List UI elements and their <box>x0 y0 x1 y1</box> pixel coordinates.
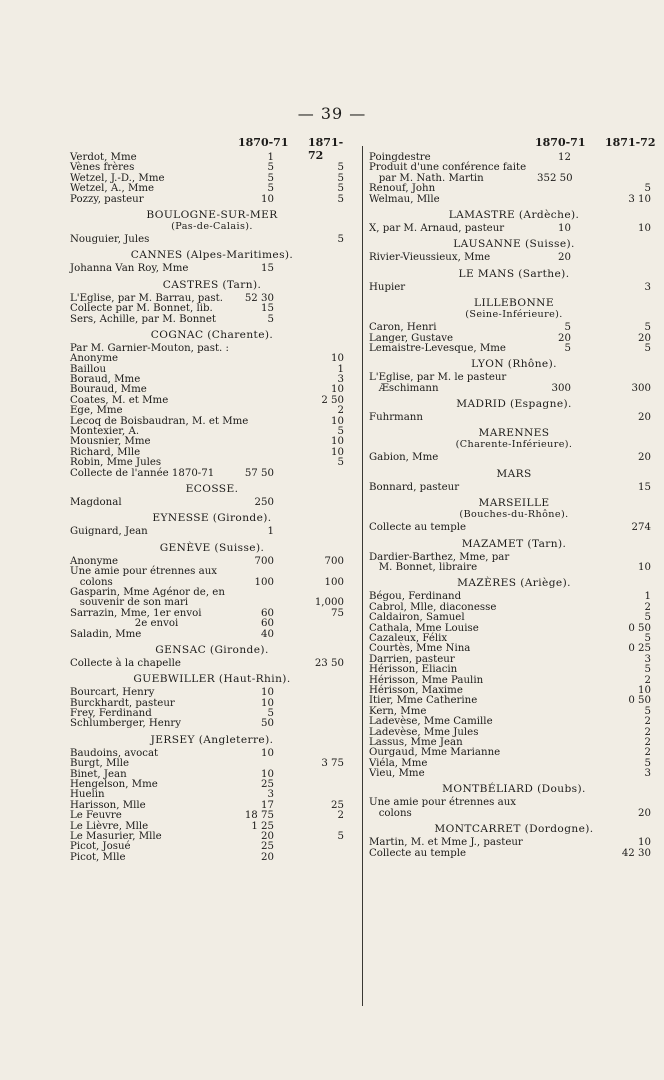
donor-name: Caldairon, Samuel <box>369 612 465 624</box>
donor-name: Coates, M. et Mme <box>70 394 169 406</box>
section-heading-text: MONTCARRET (Dordogne). <box>434 823 594 836</box>
donation-row <box>70 719 354 729</box>
section-heading <box>369 539 659 550</box>
section-heading <box>369 359 659 370</box>
section-heading-text: LILLEBONNE <box>474 297 554 310</box>
donor-name: Bourcart, Henry <box>70 687 155 699</box>
donor-name: Baillou <box>70 363 107 375</box>
amount-1871-72: 3 <box>644 281 651 293</box>
donor-name: L'Eglise, par M. le pasteur <box>369 372 507 384</box>
amount-1871-72: 1 <box>644 591 651 603</box>
donor-name: Vieu, Mme <box>369 768 425 780</box>
donor-name: Collecte au temple <box>369 522 467 534</box>
amount-1871-72: 3 <box>337 374 344 386</box>
amount-1870-71: 20 <box>558 252 571 264</box>
amount-1870-71: 17 <box>261 799 274 811</box>
amount-1871-72: 5 <box>337 162 344 174</box>
section-heading <box>70 250 354 261</box>
section-heading <box>70 484 354 495</box>
amount-1870-71: 15 <box>261 263 274 275</box>
amount-1870-71: 5 <box>267 172 274 184</box>
donor-name: Ourgaud, Mme Marianne <box>369 747 501 759</box>
year-header-1870-71: 1870-71 <box>238 136 289 149</box>
donor-name: Viéla, Mme <box>369 757 428 769</box>
donor-name: Hérisson, Eliacin <box>369 664 458 676</box>
donor-name: Pozzy, pasteur <box>70 193 144 205</box>
section-heading <box>70 645 354 656</box>
section-heading <box>70 543 354 554</box>
amount-1871-72: 25 <box>331 799 344 811</box>
amount-1871-72: 5 <box>644 342 651 354</box>
donor-name: Ege, Mme <box>70 405 123 417</box>
amount-1871-72: 23 50 <box>314 657 344 669</box>
section-heading <box>369 784 659 795</box>
donation-row <box>369 253 659 263</box>
section-heading-text: EYNESSE (Gironde). <box>152 512 272 525</box>
donor-name: Le Feuvre <box>70 810 122 822</box>
amount-1871-72: 42 30 <box>621 847 651 859</box>
amount-1871-72: 5 <box>644 322 651 334</box>
section-heading <box>70 280 354 291</box>
donor-name: Magdonal <box>70 496 122 508</box>
section-heading-text: BOULOGNE-SUR-MER <box>146 208 278 221</box>
donation-row <box>70 630 354 640</box>
donor-name: Mousnier, Mme <box>70 436 151 448</box>
section-heading <box>369 399 659 410</box>
donor-name: Une amie pour étrennes aux <box>70 566 218 578</box>
amount-1870-71: 5 <box>267 162 274 174</box>
section-heading <box>369 269 659 280</box>
donor-name: Hérisson, Mme Paulin <box>369 674 484 686</box>
amount-1871-72: 10 <box>638 562 651 574</box>
amount-1871-72: 5 <box>337 457 344 469</box>
donor-name: Bégou, Ferdinand <box>369 591 462 603</box>
section-heading <box>369 498 659 520</box>
section-heading <box>70 513 354 524</box>
amount-1870-71: 5 <box>564 342 571 354</box>
section-heading <box>369 298 659 320</box>
amount-1870-71: 300 <box>551 382 571 394</box>
amount-1871-72: 1 <box>337 363 344 375</box>
left-column <box>70 136 354 863</box>
amount-1871-72: 2 <box>644 716 651 728</box>
donor-name: Saladin, Mme <box>70 628 142 640</box>
section-heading-sub: (Charente-Inférieure). <box>455 439 573 451</box>
left-column-body <box>70 153 354 863</box>
amount-1871-72: 10 <box>331 446 344 458</box>
donor-name: Collecte à la chapelle <box>70 657 181 669</box>
amount-1870-71: 10 <box>261 193 274 205</box>
donor-name: Æschimann <box>369 382 439 394</box>
section-heading-text: LAUSANNE (Suisse). <box>453 238 575 251</box>
donor-name: Vènes frères <box>70 162 135 174</box>
donor-name: Ladevèse, Mme Camille <box>369 716 493 728</box>
donor-name: colons <box>70 576 113 588</box>
amount-1870-71: 352 50 <box>537 172 573 184</box>
donation-row <box>369 384 659 394</box>
amount-1871-72: 20 <box>638 332 651 344</box>
donor-name: Dardier-Barthez, Mme, par <box>369 551 510 563</box>
donor-name: Produit d'une conférence faite <box>369 162 527 174</box>
donor-name: Kern, Mme <box>369 705 427 717</box>
amount-1871-72: 2 <box>644 747 651 759</box>
donor-name: Burckhardt, pasteur <box>70 697 175 709</box>
donor-name: par M. Nath. Martin <box>369 172 484 184</box>
donation-row <box>369 849 659 859</box>
section-heading-text: MAZÈRES (Ariège). <box>457 577 571 590</box>
donation-row <box>369 483 659 493</box>
amount-1871-72: 5 <box>644 705 651 717</box>
amount-1871-72: 0 25 <box>628 643 651 655</box>
amount-1871-72: 20 <box>638 412 651 424</box>
amount-1871-72: 2 <box>337 405 344 417</box>
donation-row <box>70 469 354 479</box>
amount-1871-72: 10 <box>331 415 344 427</box>
donation-row <box>70 527 354 537</box>
donor-name: Sarrazin, Mme, 1er envoi <box>70 607 202 619</box>
amount-1870-71: 10 <box>261 768 274 780</box>
section-heading-text: GENSAC (Gironde). <box>155 643 269 656</box>
donor-name: X, par M. Arnaud, pasteur <box>369 222 505 234</box>
donor-name: Frey, Ferdinand <box>70 708 152 720</box>
donor-name: Itier, Mme Catherine <box>369 695 478 707</box>
amount-1871-72: 274 <box>631 522 651 534</box>
section-heading-text: GUEBWILLER (Haut-Rhin). <box>133 673 291 686</box>
amount-1870-71: 20 <box>261 851 274 863</box>
donor-name: Anonyme <box>70 353 119 365</box>
section-heading <box>70 735 354 746</box>
donor-name: Guignard, Jean <box>70 526 148 538</box>
amount-1870-71: 25 <box>261 779 274 791</box>
amount-1871-72: 5 <box>644 612 651 624</box>
donation-row <box>70 498 354 508</box>
amount-1870-71: 1 25 <box>251 820 274 832</box>
amount-1870-71: 57 50 <box>244 467 274 479</box>
donation-row <box>70 195 354 205</box>
section-heading <box>70 210 354 232</box>
donation-row <box>70 315 354 325</box>
section-heading-text: MONTBÉLIARD (Doubs). <box>442 783 586 796</box>
donor-name: Burgt, Mlle <box>70 758 129 770</box>
donor-name: 2e envoi <box>70 618 179 630</box>
donation-row <box>70 304 354 314</box>
amount-1871-72: 75 <box>331 607 344 619</box>
donor-name: Baudoins, avocat <box>70 747 159 759</box>
amount-1871-72: 5 <box>644 757 651 769</box>
donor-name: Caron, Henri <box>369 322 437 334</box>
amount-1870-71: 1 <box>267 526 274 538</box>
amount-1871-72: 2 <box>337 810 344 822</box>
section-heading-text: GENÈVE (Suisse). <box>159 541 265 554</box>
amount-1871-72: 2 <box>644 674 651 686</box>
donor-name: Le Lièvre, Mlle <box>70 820 149 832</box>
amount-1871-72: 2 <box>644 726 651 738</box>
amount-1870-71: 18 75 <box>244 810 274 822</box>
donor-name: Rivier-Vieussieux, Mme <box>369 252 491 264</box>
donation-row <box>70 184 354 194</box>
donation-row <box>369 665 659 675</box>
donor-name: Richard, Mlle <box>70 446 141 458</box>
amount-1871-72: 2 <box>644 601 651 613</box>
amount-1870-71: 10 <box>261 687 274 699</box>
donor-name: Par M. Garnier-Mouton, past. : <box>70 342 229 354</box>
donation-row <box>70 853 354 863</box>
donor-name: Hengelson, Mme <box>70 779 158 791</box>
amount-1870-71: 1 <box>267 152 274 163</box>
donation-row <box>70 567 354 577</box>
donor-name: Nouguier, Jules <box>70 233 150 245</box>
donation-row <box>369 809 659 819</box>
donor-name: Collecte par M. Bonnet, lib. <box>70 303 213 315</box>
donor-name: souvenir de son mari <box>70 597 189 609</box>
donor-name: Fuhrmann <box>369 412 423 424</box>
donation-row <box>369 798 659 808</box>
amount-1870-71: 52 30 <box>244 292 274 304</box>
section-heading-sub: (Bouches-du-Rhône). <box>459 509 569 521</box>
donor-name: M. Bonnet, libraire <box>369 562 478 574</box>
donor-name: Welmau, Mlle <box>369 193 440 205</box>
section-heading-text: LAMASTRE (Ardèche). <box>448 208 580 221</box>
donation-row <box>70 264 354 274</box>
donation-row <box>369 323 659 333</box>
amount-1870-71: 50 <box>261 718 274 730</box>
amount-1871-72: 5 <box>644 664 651 676</box>
section-heading <box>369 469 659 480</box>
amount-1870-71: 10 <box>261 697 274 709</box>
donor-name: Binet, Jean <box>70 768 127 780</box>
year-header-1871-72: 1871-72 <box>605 136 656 149</box>
amount-1871-72: 10 <box>638 222 651 234</box>
amount-1871-72: 20 <box>638 807 651 819</box>
amount-1870-71: 20 <box>261 830 274 842</box>
amount-1870-71: 5 <box>267 708 274 720</box>
section-heading-text: MAZAMET (Tarn). <box>461 537 567 550</box>
donor-name: Sers, Achille, par M. Bonnet <box>70 313 216 325</box>
donation-row <box>369 224 659 234</box>
section-heading-text: CANNES (Alpes-Maritimes). <box>130 249 294 262</box>
column-divider <box>362 146 363 1006</box>
donor-name: Verdot, Mme <box>70 152 137 163</box>
amount-1871-72: 5 <box>644 183 651 195</box>
amount-1871-72: 10 <box>331 384 344 396</box>
section-heading-text: LYON (Rhône). <box>471 358 557 371</box>
donation-row <box>369 717 659 727</box>
amount-1870-71: 12 <box>558 152 571 163</box>
section-heading <box>369 210 659 221</box>
donor-name: Lassus, Mme Jean <box>369 736 463 748</box>
donor-name: Anonyme <box>70 555 119 567</box>
donor-name: colons <box>369 807 412 819</box>
amount-1870-71: 40 <box>261 628 274 640</box>
donor-name: Huelin <box>70 789 105 801</box>
donor-name: Bonnard, pasteur <box>369 481 460 493</box>
amount-1871-72: 700 <box>324 555 344 567</box>
amount-1870-71: 5 <box>267 313 274 325</box>
donor-name: Gabion, Mme <box>369 452 439 464</box>
page-number: — 39 — <box>297 104 367 123</box>
donation-row <box>369 523 659 533</box>
amount-1870-71: 10 <box>558 222 571 234</box>
donor-name: Poingdestre <box>369 152 431 163</box>
amount-1870-71: 700 <box>254 555 274 567</box>
amount-1871-72: 5 <box>337 193 344 205</box>
amount-1871-72: 0 50 <box>628 622 651 634</box>
donor-name: Montexier, A. <box>70 426 140 438</box>
amount-1871-72: 2 50 <box>321 394 344 406</box>
amount-1871-72: 5 <box>337 183 344 195</box>
donor-name: Bouraud, Mme <box>70 384 147 396</box>
donor-name: Picot, Josué <box>70 841 131 853</box>
amount-1871-72: 100 <box>324 576 344 588</box>
section-heading-text: MADRID (Espagne). <box>456 398 572 411</box>
donation-row <box>369 769 659 779</box>
section-heading <box>369 578 659 589</box>
donor-name: Hupier <box>369 281 406 293</box>
donation-row <box>369 344 659 354</box>
donor-name: Martin, M. et Mme J., pasteur <box>369 837 523 849</box>
donation-row <box>369 563 659 573</box>
amount-1871-72: 0 50 <box>628 695 651 707</box>
section-heading <box>369 824 659 835</box>
donation-row <box>369 453 659 463</box>
section-heading-text: CASTRES (Tarn). <box>162 278 262 291</box>
donor-name: Renouf, John <box>369 183 436 195</box>
amount-1871-72: 5 <box>337 830 344 842</box>
donor-name: Wetzel, A., Mme <box>70 183 155 195</box>
donor-name: Schlumberger, Henry <box>70 718 182 730</box>
section-heading-sub: (Pas-de-Calais). <box>171 220 253 232</box>
donation-row <box>70 780 354 790</box>
donor-name: Lecoq de Boisbaudran, M. et Mme <box>70 415 249 427</box>
right-column-body <box>369 153 659 859</box>
donor-name: Wetzel, J.-D., Mme <box>70 172 165 184</box>
donor-name: Ladevèse, Mme Jules <box>369 726 479 738</box>
donor-name: Cabrol, Mlle, diaconesse <box>369 601 497 613</box>
section-heading-text: LE MANS (Sarthe). <box>458 267 570 280</box>
section-heading-text: MARS <box>496 467 532 480</box>
year-header-1870-71: 1870-71 <box>535 136 586 149</box>
amount-1871-72: 1,000 <box>314 597 344 609</box>
amount-1870-71: 10 <box>261 747 274 759</box>
amount-1871-72: 300 <box>631 382 651 394</box>
amount-1871-72: 15 <box>638 481 651 493</box>
donor-name: Darrien, pasteur <box>369 653 455 665</box>
amount-1870-71: 3 <box>267 789 274 801</box>
amount-1871-72: 10 <box>331 353 344 365</box>
amount-1871-72: 5 <box>644 632 651 644</box>
donation-row <box>70 619 354 629</box>
amount-1871-72: 2 <box>644 736 651 748</box>
amount-1871-72: 3 <box>644 653 651 665</box>
amount-1870-71: 20 <box>558 332 571 344</box>
donor-name: Johanna Van Roy, Mme <box>70 263 189 275</box>
amount-1871-72: 3 10 <box>628 193 651 205</box>
donation-row <box>70 659 354 669</box>
section-heading-text: JERSEY (Angleterre). <box>150 733 274 746</box>
year-header-1871-72: 1871-72 <box>308 136 344 162</box>
amount-1871-72: 10 <box>638 837 651 849</box>
section-heading-sub: (Seine-Inférieure). <box>465 309 563 321</box>
right-column <box>369 136 659 859</box>
amount-1871-72: 10 <box>638 684 651 696</box>
donor-name: L'Eglise, par M. Barrau, past. <box>70 292 223 304</box>
amount-1871-72: 5 <box>337 172 344 184</box>
donor-name: Robin, Mme Jules <box>70 457 162 469</box>
donor-name: Lemaistre-Levesque, Mme <box>369 342 506 354</box>
amount-1871-72: 5 <box>337 426 344 438</box>
donor-name: Boraud, Mme <box>70 374 141 386</box>
donor-name: Harisson, Mlle <box>70 799 146 811</box>
amount-1870-71: 100 <box>254 576 274 588</box>
amount-1870-71: 250 <box>254 496 274 508</box>
column-header <box>369 136 659 153</box>
section-heading <box>369 428 659 450</box>
donation-row <box>369 184 659 194</box>
donor-name: Picot, Mlle <box>70 851 126 863</box>
donor-name: Collecte de l'année 1870-71 <box>70 467 215 479</box>
amount-1871-72: 3 <box>644 768 651 780</box>
donation-row <box>369 413 659 423</box>
donor-name: Langer, Gustave <box>369 332 454 344</box>
donor-name: Cathala, Mme Louise <box>369 622 479 634</box>
amount-1870-71: 15 <box>261 303 274 315</box>
donor-name: Une amie pour étrennes aux <box>369 797 517 809</box>
amount-1871-72: 3 75 <box>321 758 344 770</box>
donation-row <box>70 235 354 245</box>
amount-1870-71: 60 <box>261 618 274 630</box>
amount-1870-71: 60 <box>261 607 274 619</box>
donor-name: Cazaleux, Félix <box>369 632 448 644</box>
section-heading-text: MARSEILLE <box>478 497 550 510</box>
donation-row <box>70 354 354 364</box>
donor-name: Hérisson, Maxime <box>369 684 463 696</box>
section-heading <box>369 239 659 250</box>
donation-row <box>369 195 659 205</box>
amount-1870-71: 5 <box>267 183 274 195</box>
amount-1870-71: 25 <box>261 841 274 853</box>
donor-name: Courtès, Mme Nina <box>369 643 471 655</box>
section-heading <box>70 674 354 685</box>
donor-name: Gasparin, Mme Agénor de, en <box>70 586 225 598</box>
donation-row <box>369 283 659 293</box>
amount-1870-71: 5 <box>564 322 571 334</box>
donor-name: Collecte au temple <box>369 847 467 859</box>
donor-name: Le Masurier, Mlle <box>70 830 162 842</box>
section-heading-text: MARENNES <box>478 427 550 440</box>
section-heading <box>70 330 354 341</box>
section-heading-text: ECOSSE. <box>185 482 239 495</box>
section-heading-text: COGNAC (Charente). <box>150 328 274 341</box>
amount-1871-72: 5 <box>337 233 344 245</box>
amount-1871-72: 10 <box>331 436 344 448</box>
amount-1871-72: 20 <box>638 452 651 464</box>
